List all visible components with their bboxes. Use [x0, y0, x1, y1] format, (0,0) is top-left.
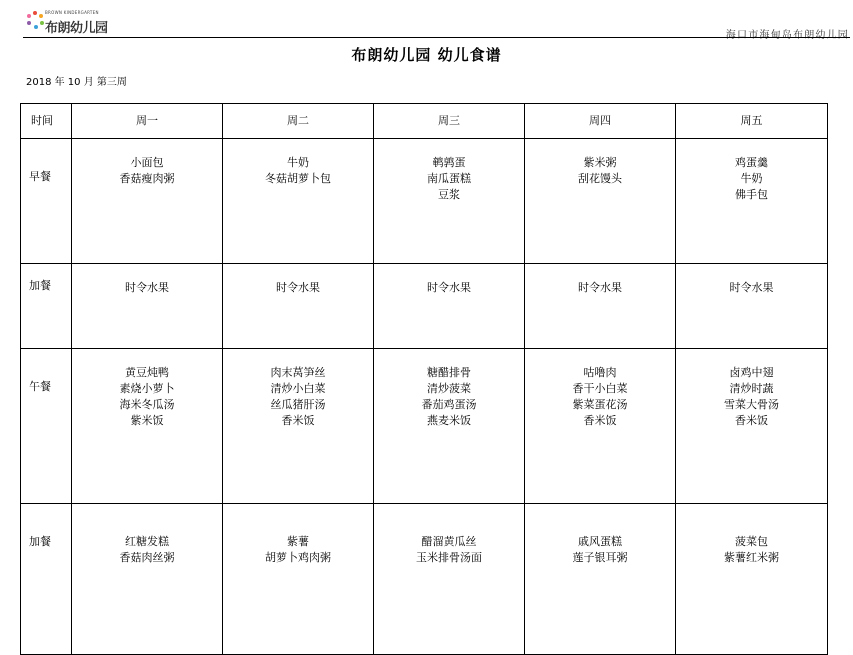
header-time: 时间	[21, 104, 72, 139]
menu-cell	[223, 349, 374, 504]
dish-item: 刮花馒头	[578, 172, 622, 185]
menu-cell	[223, 504, 374, 655]
dish-item: 香米饭	[583, 414, 617, 427]
dish-item: 醋溜黄瓜丝	[421, 535, 477, 548]
meal-label: 加餐	[21, 264, 72, 349]
header-day: 周五	[676, 104, 828, 139]
dish-item: 红糖发糕	[125, 535, 169, 548]
menu-cell	[676, 139, 828, 264]
dish-item: 黄豆炖鸭	[125, 366, 169, 379]
dish-item: 紫菜蛋花汤	[572, 398, 628, 411]
header-day: 周一	[72, 104, 223, 139]
header-day: 周四	[525, 104, 676, 139]
meal-label: 午餐	[21, 349, 72, 504]
dish-item: 鹌鹑蛋	[432, 156, 466, 169]
dish-item: 时令水果	[276, 281, 320, 294]
menu-cell	[374, 349, 525, 504]
dish-item: 肉末莴笋丝	[270, 366, 326, 379]
menu-cell	[72, 349, 223, 504]
meal-row	[21, 264, 828, 349]
dish-item: 冬菇胡萝卜包	[265, 172, 331, 185]
dish-item: 牛奶	[740, 172, 763, 185]
menu-cell	[676, 349, 828, 504]
dish-item: 清炒菠菜	[427, 382, 471, 395]
dish-item: 时令水果	[729, 281, 774, 294]
dish-item: 番茄鸡蛋汤	[421, 398, 477, 411]
dish-item: 紫薯红米粥	[724, 551, 779, 564]
dish-item: 香菇肉丝粥	[119, 551, 175, 564]
table-header-row	[21, 104, 828, 139]
dish-item: 菠菜包	[735, 535, 768, 548]
menu-cell	[374, 504, 525, 655]
logo-english-name: BROWN KINDERGARTEN	[45, 10, 99, 15]
menu-cell	[676, 504, 828, 655]
header-day: 周三	[374, 104, 525, 139]
menu-cell	[223, 139, 374, 264]
dish-item: 香米饭	[281, 414, 315, 427]
dish-item: 清炒时蔬	[729, 382, 774, 395]
dish-item: 燕麦米饭	[427, 414, 471, 427]
dish-item: 糖醋排骨	[427, 366, 471, 379]
dish-item: 时令水果	[125, 281, 169, 294]
meal-row	[21, 504, 828, 655]
dish-item: 胡萝卜鸡肉粥	[265, 551, 331, 564]
menu-cell	[72, 264, 223, 349]
dish-item: 佛手包	[735, 188, 768, 201]
menu-cell	[525, 139, 676, 264]
dish-item: 咕噜肉	[583, 366, 617, 379]
dish-item: 紫薯	[287, 535, 309, 548]
dish-item: 小面包	[130, 156, 164, 169]
dish-item: 豆浆	[438, 188, 460, 201]
menu-cell	[223, 264, 374, 349]
dish-item: 紫米粥	[583, 156, 617, 169]
dish-item: 紫米饭	[130, 414, 164, 427]
dish-item: 清炒小白菜	[270, 382, 326, 395]
dish-item: 戚风蛋糕	[578, 535, 622, 548]
menu-cell	[525, 504, 676, 655]
meal-label: 加餐	[21, 504, 72, 655]
menu-cell	[676, 264, 828, 349]
dish-item: 丝瓜猪肝汤	[270, 398, 326, 411]
header-divider	[23, 37, 850, 38]
logo-flower-icon	[26, 11, 45, 30]
dish-item: 时令水果	[578, 281, 622, 294]
dish-item: 牛奶	[287, 156, 309, 169]
dish-item: 素烧小萝卜	[119, 382, 175, 395]
dish-item: 莲子银耳粥	[572, 551, 628, 564]
dish-item: 香干小白菜	[572, 382, 628, 395]
menu-table	[20, 103, 828, 655]
dish-item: 海米冬瓜汤	[119, 398, 175, 411]
dish-item: 香米饭	[735, 414, 768, 427]
menu-cell	[72, 139, 223, 264]
kindergarten-address: 海口市海甸岛布朗幼儿园	[725, 30, 849, 41]
dish-item: 鸡蛋羹	[735, 156, 768, 169]
logo	[26, 10, 108, 36]
week-label: 2018 年 10 月 第三周	[26, 77, 127, 88]
page-title: 布朗幼儿园 幼儿食谱	[351, 46, 502, 64]
menu-cell	[72, 504, 223, 655]
dish-item: 雪菜大骨汤	[724, 398, 779, 411]
menu-cell	[374, 139, 525, 264]
menu-cell	[525, 264, 676, 349]
dish-item: 香菇瘦肉粥	[119, 172, 175, 185]
dish-item: 南瓜蛋糕	[427, 172, 471, 185]
dish-item: 卤鸡中翅	[729, 366, 774, 379]
menu-cell	[525, 349, 676, 504]
meal-row	[21, 139, 828, 264]
meal-label: 早餐	[21, 139, 72, 264]
dish-item: 玉米排骨汤面	[416, 551, 482, 564]
menu-cell	[374, 264, 525, 349]
header-day: 周二	[223, 104, 374, 139]
logo-chinese-name: 布朗幼儿园	[45, 21, 108, 36]
dish-item: 时令水果	[427, 281, 471, 294]
meal-row	[21, 349, 828, 504]
